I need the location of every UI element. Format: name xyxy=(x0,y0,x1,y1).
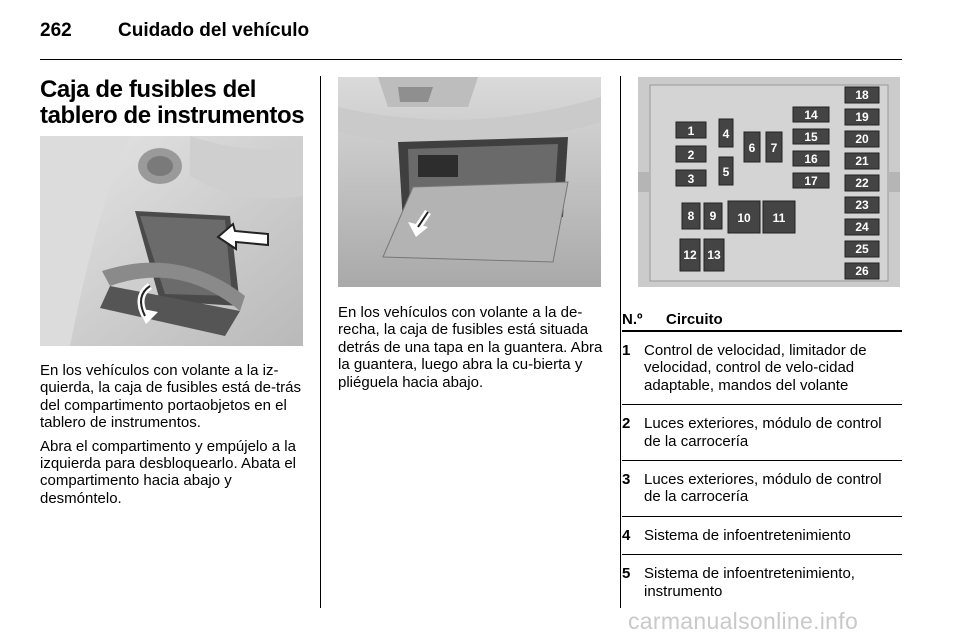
left-column-text xyxy=(40,362,306,513)
glovebox-left-photo xyxy=(40,136,303,346)
fuse-label-6: 6 xyxy=(748,141,756,155)
fuse-label-23: 23 xyxy=(855,198,869,212)
row-circuit: Luces exteriores, módulo de control de la carrocería xyxy=(644,471,882,506)
fuse-label-11: 11 xyxy=(772,211,786,225)
row-number: 5 xyxy=(622,565,631,583)
fuse-label-17: 17 xyxy=(804,174,818,188)
fuse-label-20: 20 xyxy=(855,132,869,146)
fuse-box-illustration xyxy=(638,77,900,287)
fuse-label-26: 26 xyxy=(855,264,869,278)
fuse-label-15: 15 xyxy=(804,130,818,144)
table-row xyxy=(622,405,902,461)
left-paragraph-2: Abra el compartimento y empújelo a la izquierda para desbloquearlo. Abata el compartimento hacia abajo y desmóntelo. xyxy=(40,437,297,507)
fuse-label-14: 14 xyxy=(804,108,818,122)
fuse-label-10: 10 xyxy=(737,211,751,225)
table-row xyxy=(622,332,902,405)
row-number: 4 xyxy=(622,526,631,544)
header-rule xyxy=(40,59,902,60)
table-row xyxy=(622,555,902,610)
column-divider-right xyxy=(620,76,621,608)
fuse-label-22: 22 xyxy=(855,176,869,190)
section-title: Caja de fusibles del tablero de instrumentos xyxy=(40,76,305,129)
glovebox-right-illustration xyxy=(338,77,601,287)
fuse-table-header xyxy=(622,310,902,332)
header-number: N.º xyxy=(622,311,643,328)
fuse-box-diagram xyxy=(638,77,900,287)
fuse-label-19: 19 xyxy=(855,110,869,124)
fuse-label-25: 25 xyxy=(855,242,869,256)
fuse-label-24: 24 xyxy=(855,220,869,234)
fuse-table xyxy=(622,310,902,610)
fuse-label-12: 12 xyxy=(683,248,697,262)
glovebox-right-photo xyxy=(338,77,601,287)
row-number: 3 xyxy=(622,471,631,489)
table-row xyxy=(622,517,902,555)
row-circuit: Luces exteriores, módulo de control de la carrocería xyxy=(644,415,882,450)
fuse-label-21: 21 xyxy=(855,154,869,168)
fuse-label-13: 13 xyxy=(707,248,721,262)
fuse-label-4: 4 xyxy=(722,127,730,141)
row-circuit: Sistema de infoentretenimiento xyxy=(644,526,851,544)
row-circuit: Sistema de infoentretenimiento, instrumento xyxy=(644,565,855,600)
fuse-label-5: 5 xyxy=(722,165,730,179)
chapter-title: Cuidado del vehículo xyxy=(118,20,310,41)
fuse-label-2: 2 xyxy=(687,148,695,162)
header-circuit: Circuito xyxy=(666,311,723,328)
column-divider-left xyxy=(320,76,321,608)
middle-paragraph-1: En los vehículos con volante a la de-recha, la caja de fusibles está situada detrás de una tapa en la guantera. Abra la guantera, luego abra la cu-bierta y pliéguela hacia abajo. xyxy=(338,304,603,391)
fuse-label-3: 3 xyxy=(687,172,695,186)
left-paragraph-1: En los vehículos con volante a la iz-quierda, la caja de fusibles está de-trás del compartimento portaobjetos en el tablero de instrumentos. xyxy=(40,362,301,432)
table-row xyxy=(622,461,902,517)
row-number: 1 xyxy=(622,342,631,359)
fuse-label-7: 7 xyxy=(770,141,778,155)
watermark: carmanualsonline.info xyxy=(628,608,859,634)
row-circuit: Control de velocidad, limitador de velocidad, control de velo-cidad adaptable, mandos del volante xyxy=(644,342,867,394)
page-number: 262 xyxy=(40,20,72,41)
fuse-label-9: 9 xyxy=(709,209,717,223)
fuse-label-1: 1 xyxy=(687,124,695,138)
fuse-label-8: 8 xyxy=(687,209,695,223)
glovebox-left-illustration xyxy=(40,136,303,346)
fuse-label-18: 18 xyxy=(855,88,869,102)
row-number: 2 xyxy=(622,415,631,433)
fuse-label-16: 16 xyxy=(804,152,818,166)
middle-column-text xyxy=(338,304,604,397)
